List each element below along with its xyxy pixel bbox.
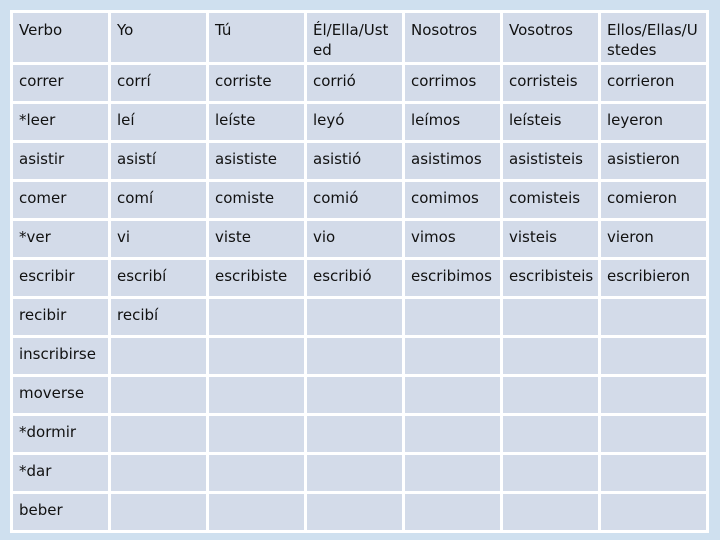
conjugation-cell: escribieron xyxy=(601,260,706,296)
conjugation-cell: visteis xyxy=(503,221,598,257)
conjugation-cell xyxy=(209,416,304,452)
conjugation-cell xyxy=(601,338,706,374)
conjugation-cell: comieron xyxy=(601,182,706,218)
conjugation-cell xyxy=(209,377,304,413)
conjugation-cell xyxy=(405,299,500,335)
table-row xyxy=(13,65,706,101)
verb-cell: recibir xyxy=(13,299,108,335)
conjugation-cell: leímos xyxy=(405,104,500,140)
conjugation-cell xyxy=(601,377,706,413)
conjugation-table xyxy=(10,10,709,533)
table-row xyxy=(13,494,706,530)
header-vosotros: Vosotros xyxy=(503,13,598,62)
conjugation-cell xyxy=(405,377,500,413)
conjugation-cell xyxy=(111,494,206,530)
conjugation-cell: asistieron xyxy=(601,143,706,179)
conjugation-cell: leísteis xyxy=(503,104,598,140)
conjugation-cell xyxy=(503,455,598,491)
conjugation-cell: escribimos xyxy=(405,260,500,296)
conjugation-cell: asistimos xyxy=(405,143,500,179)
conjugation-cell xyxy=(307,299,402,335)
verb-cell: escribir xyxy=(13,260,108,296)
conjugation-cell: vi xyxy=(111,221,206,257)
conjugation-cell xyxy=(209,338,304,374)
conjugation-cell xyxy=(111,416,206,452)
verb-cell: inscribirse xyxy=(13,338,108,374)
conjugation-cell: escribió xyxy=(307,260,402,296)
table-row xyxy=(13,299,706,335)
conjugation-cell: escribiste xyxy=(209,260,304,296)
conjugation-cell: viste xyxy=(209,221,304,257)
conjugation-cell: recibí xyxy=(111,299,206,335)
conjugation-cell xyxy=(503,338,598,374)
verb-cell: asistir xyxy=(13,143,108,179)
conjugation-cell: corrieron xyxy=(601,65,706,101)
conjugation-cell xyxy=(503,377,598,413)
conjugation-cell xyxy=(111,455,206,491)
conjugation-cell: corriste xyxy=(209,65,304,101)
header-row xyxy=(13,13,706,62)
verb-cell: beber xyxy=(13,494,108,530)
conjugation-cell xyxy=(503,494,598,530)
conjugation-cell: asististe xyxy=(209,143,304,179)
conjugation-cell xyxy=(405,455,500,491)
header-yo: Yo xyxy=(111,13,206,62)
table-row xyxy=(13,104,706,140)
conjugation-cell: corrió xyxy=(307,65,402,101)
conjugation-cell xyxy=(601,299,706,335)
conjugation-cell xyxy=(307,455,402,491)
conjugation-cell: escribisteis xyxy=(503,260,598,296)
header-verbo: Verbo xyxy=(13,13,108,62)
conjugation-cell: asistí xyxy=(111,143,206,179)
conjugation-cell xyxy=(307,338,402,374)
verb-cell: comer xyxy=(13,182,108,218)
verb-cell: *dormir xyxy=(13,416,108,452)
conjugation-cell: vieron xyxy=(601,221,706,257)
conjugation-cell xyxy=(601,494,706,530)
table-row xyxy=(13,338,706,374)
header-ellos-ellas-ustedes: Ellos/Ellas/Ustedes xyxy=(601,13,706,62)
conjugation-cell: leíste xyxy=(209,104,304,140)
conjugation-cell xyxy=(503,416,598,452)
table-row xyxy=(13,221,706,257)
verb-cell: moverse xyxy=(13,377,108,413)
conjugation-cell xyxy=(307,494,402,530)
table-row xyxy=(13,182,706,218)
header-tu: Tú xyxy=(209,13,304,62)
conjugation-cell xyxy=(209,455,304,491)
conjugation-cell: comimos xyxy=(405,182,500,218)
conjugation-cell: leyó xyxy=(307,104,402,140)
table-row xyxy=(13,260,706,296)
conjugation-cell: asististeis xyxy=(503,143,598,179)
conjugation-cell: vio xyxy=(307,221,402,257)
conjugation-cell: vimos xyxy=(405,221,500,257)
conjugation-cell xyxy=(405,338,500,374)
table-row xyxy=(13,143,706,179)
table-row xyxy=(13,455,706,491)
verb-cell: correr xyxy=(13,65,108,101)
conjugation-cell xyxy=(209,494,304,530)
conjugation-cell: comiste xyxy=(209,182,304,218)
conjugation-cell xyxy=(405,494,500,530)
table-row xyxy=(13,377,706,413)
verb-cell: *ver xyxy=(13,221,108,257)
conjugation-cell xyxy=(209,299,304,335)
conjugation-cell: comió xyxy=(307,182,402,218)
conjugation-cell xyxy=(601,455,706,491)
conjugation-cell: escribí xyxy=(111,260,206,296)
conjugation-table-body xyxy=(13,13,706,530)
conjugation-cell: comisteis xyxy=(503,182,598,218)
verb-cell: *dar xyxy=(13,455,108,491)
conjugation-cell: leyeron xyxy=(601,104,706,140)
conjugation-cell xyxy=(307,416,402,452)
conjugation-cell: asistió xyxy=(307,143,402,179)
conjugation-cell: corrimos xyxy=(405,65,500,101)
conjugation-cell: leí xyxy=(111,104,206,140)
conjugation-cell: corrí xyxy=(111,65,206,101)
conjugation-cell xyxy=(307,377,402,413)
table-row xyxy=(13,416,706,452)
conjugation-cell xyxy=(111,338,206,374)
conjugation-cell xyxy=(111,377,206,413)
conjugation-cell xyxy=(405,416,500,452)
conjugation-cell xyxy=(503,299,598,335)
verb-cell: *leer xyxy=(13,104,108,140)
header-nosotros: Nosotros xyxy=(405,13,500,62)
header-el-ella-usted: Él/Ella/Usted xyxy=(307,13,402,62)
conjugation-cell: corristeis xyxy=(503,65,598,101)
conjugation-cell xyxy=(601,416,706,452)
conjugation-cell: comí xyxy=(111,182,206,218)
